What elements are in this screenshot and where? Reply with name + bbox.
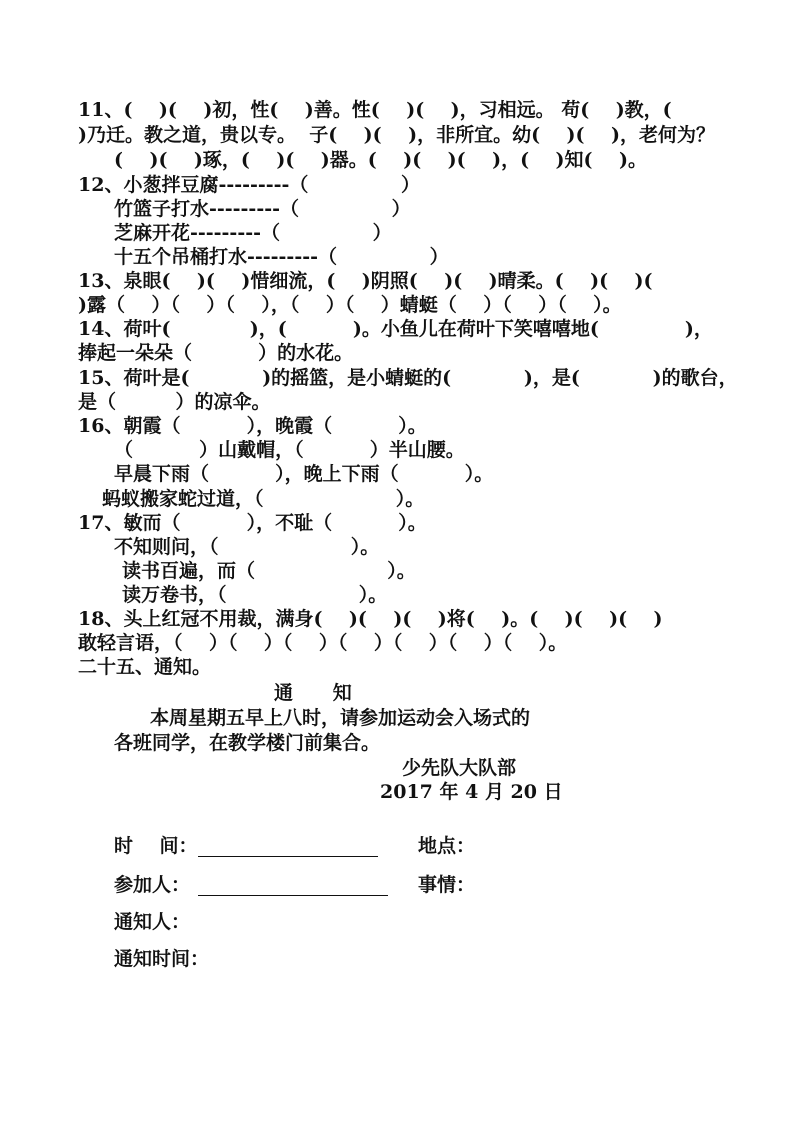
form-place-label: 地点： — [418, 835, 476, 857]
form-participants-label: 参加人： — [114, 874, 191, 896]
q17-line-3: 读书百遍，而（ ）。 — [122, 560, 416, 582]
q17-line-2: 不知则问，（ ）。 — [114, 536, 380, 558]
q16-line-1: 16、朝霞（ ），晚霞（ ）。 — [78, 415, 427, 437]
q12-line-2: 竹篮子打水---------（ ） — [114, 198, 411, 220]
q25-heading: 二十五、通知。 — [78, 656, 212, 678]
form-notify-time-label: 通知时间： — [114, 948, 210, 970]
notice-date: 2017 年 4 月 20 日 — [380, 781, 563, 803]
q12-line-4: 十五个吊桶打水---------（ ） — [114, 246, 449, 268]
q14-line-1: 14、荷叶( )，( )。小鱼儿在荷叶下笑嘻嘻地( )， — [78, 318, 713, 340]
participants-answer-line[interactable] — [198, 895, 388, 896]
notice-title: 通 知 — [274, 682, 352, 704]
notice-signature: 少先队大队部 — [402, 757, 517, 779]
q12-line-3: 芝麻开花---------（ ） — [114, 222, 392, 244]
q14-line-2: 捧起一朵朵（ ）的水花。 — [78, 342, 354, 364]
q16-line-2: （ ）山戴帽，（ ）半山腰。 — [114, 439, 465, 461]
q11-line-1: 11、( )( )初，性( )善。性( )( )，习相远。 苟( )教，( — [78, 99, 672, 121]
q12-line-1: 12、小葱拌豆腐---------（ ） — [78, 174, 421, 196]
q17-line-1: 17、敏而（ ），不耻（ ）。 — [78, 512, 427, 534]
notice-body-line-1: 本周星期五早上八时，请参加运动会入场式的 — [150, 707, 531, 729]
q18-line-2: 敢轻言语，（ ）（ ）（ ）（ ）（ ）（ ）（ ）。 — [78, 632, 568, 654]
q16-line-4: 蚂蚁搬家蛇过道，（ ）。 — [102, 488, 425, 510]
q16-line-3: 早晨下雨（ ），晚上下雨（ ）。 — [114, 463, 494, 485]
q11-line-2: )乃迁。教之道，贵以专。 子( )( )，非所宜。幼( )( )，老何为？ — [78, 124, 715, 146]
q13-line-1: 13、泉眼( )( )惜细流，( )阴照( )( )晴柔。( )( )( — [78, 270, 653, 292]
q17-line-4: 读万卷书，（ ）。 — [122, 584, 388, 606]
q13-line-2: )露（ ）（ ）（ ），（ ）（ ）蜻蜓（ ）（ ）（ ）。 — [78, 294, 622, 316]
time-answer-line[interactable] — [198, 856, 378, 857]
q18-line-1: 18、头上红冠不用裁，满身( )( )( )将( )。( )( )( ) — [78, 608, 663, 630]
q15-line-2: 是（ ）的凉伞。 — [78, 391, 271, 413]
notice-body-line-2: 各班同学，在教学楼门前集合。 — [114, 732, 381, 754]
form-time-label: 时 间： — [114, 835, 198, 857]
q11-line-3: ( )( )琢，( )( )器。( )( )( )，( )知( )。 — [114, 149, 647, 171]
q15-line-1: 15、荷叶是( )的摇篮，是小蜻蜓的( )，是( )的歌台， — [78, 367, 738, 389]
form-notifier-label: 通知人： — [114, 911, 191, 933]
form-matter-label: 事情： — [418, 874, 476, 896]
